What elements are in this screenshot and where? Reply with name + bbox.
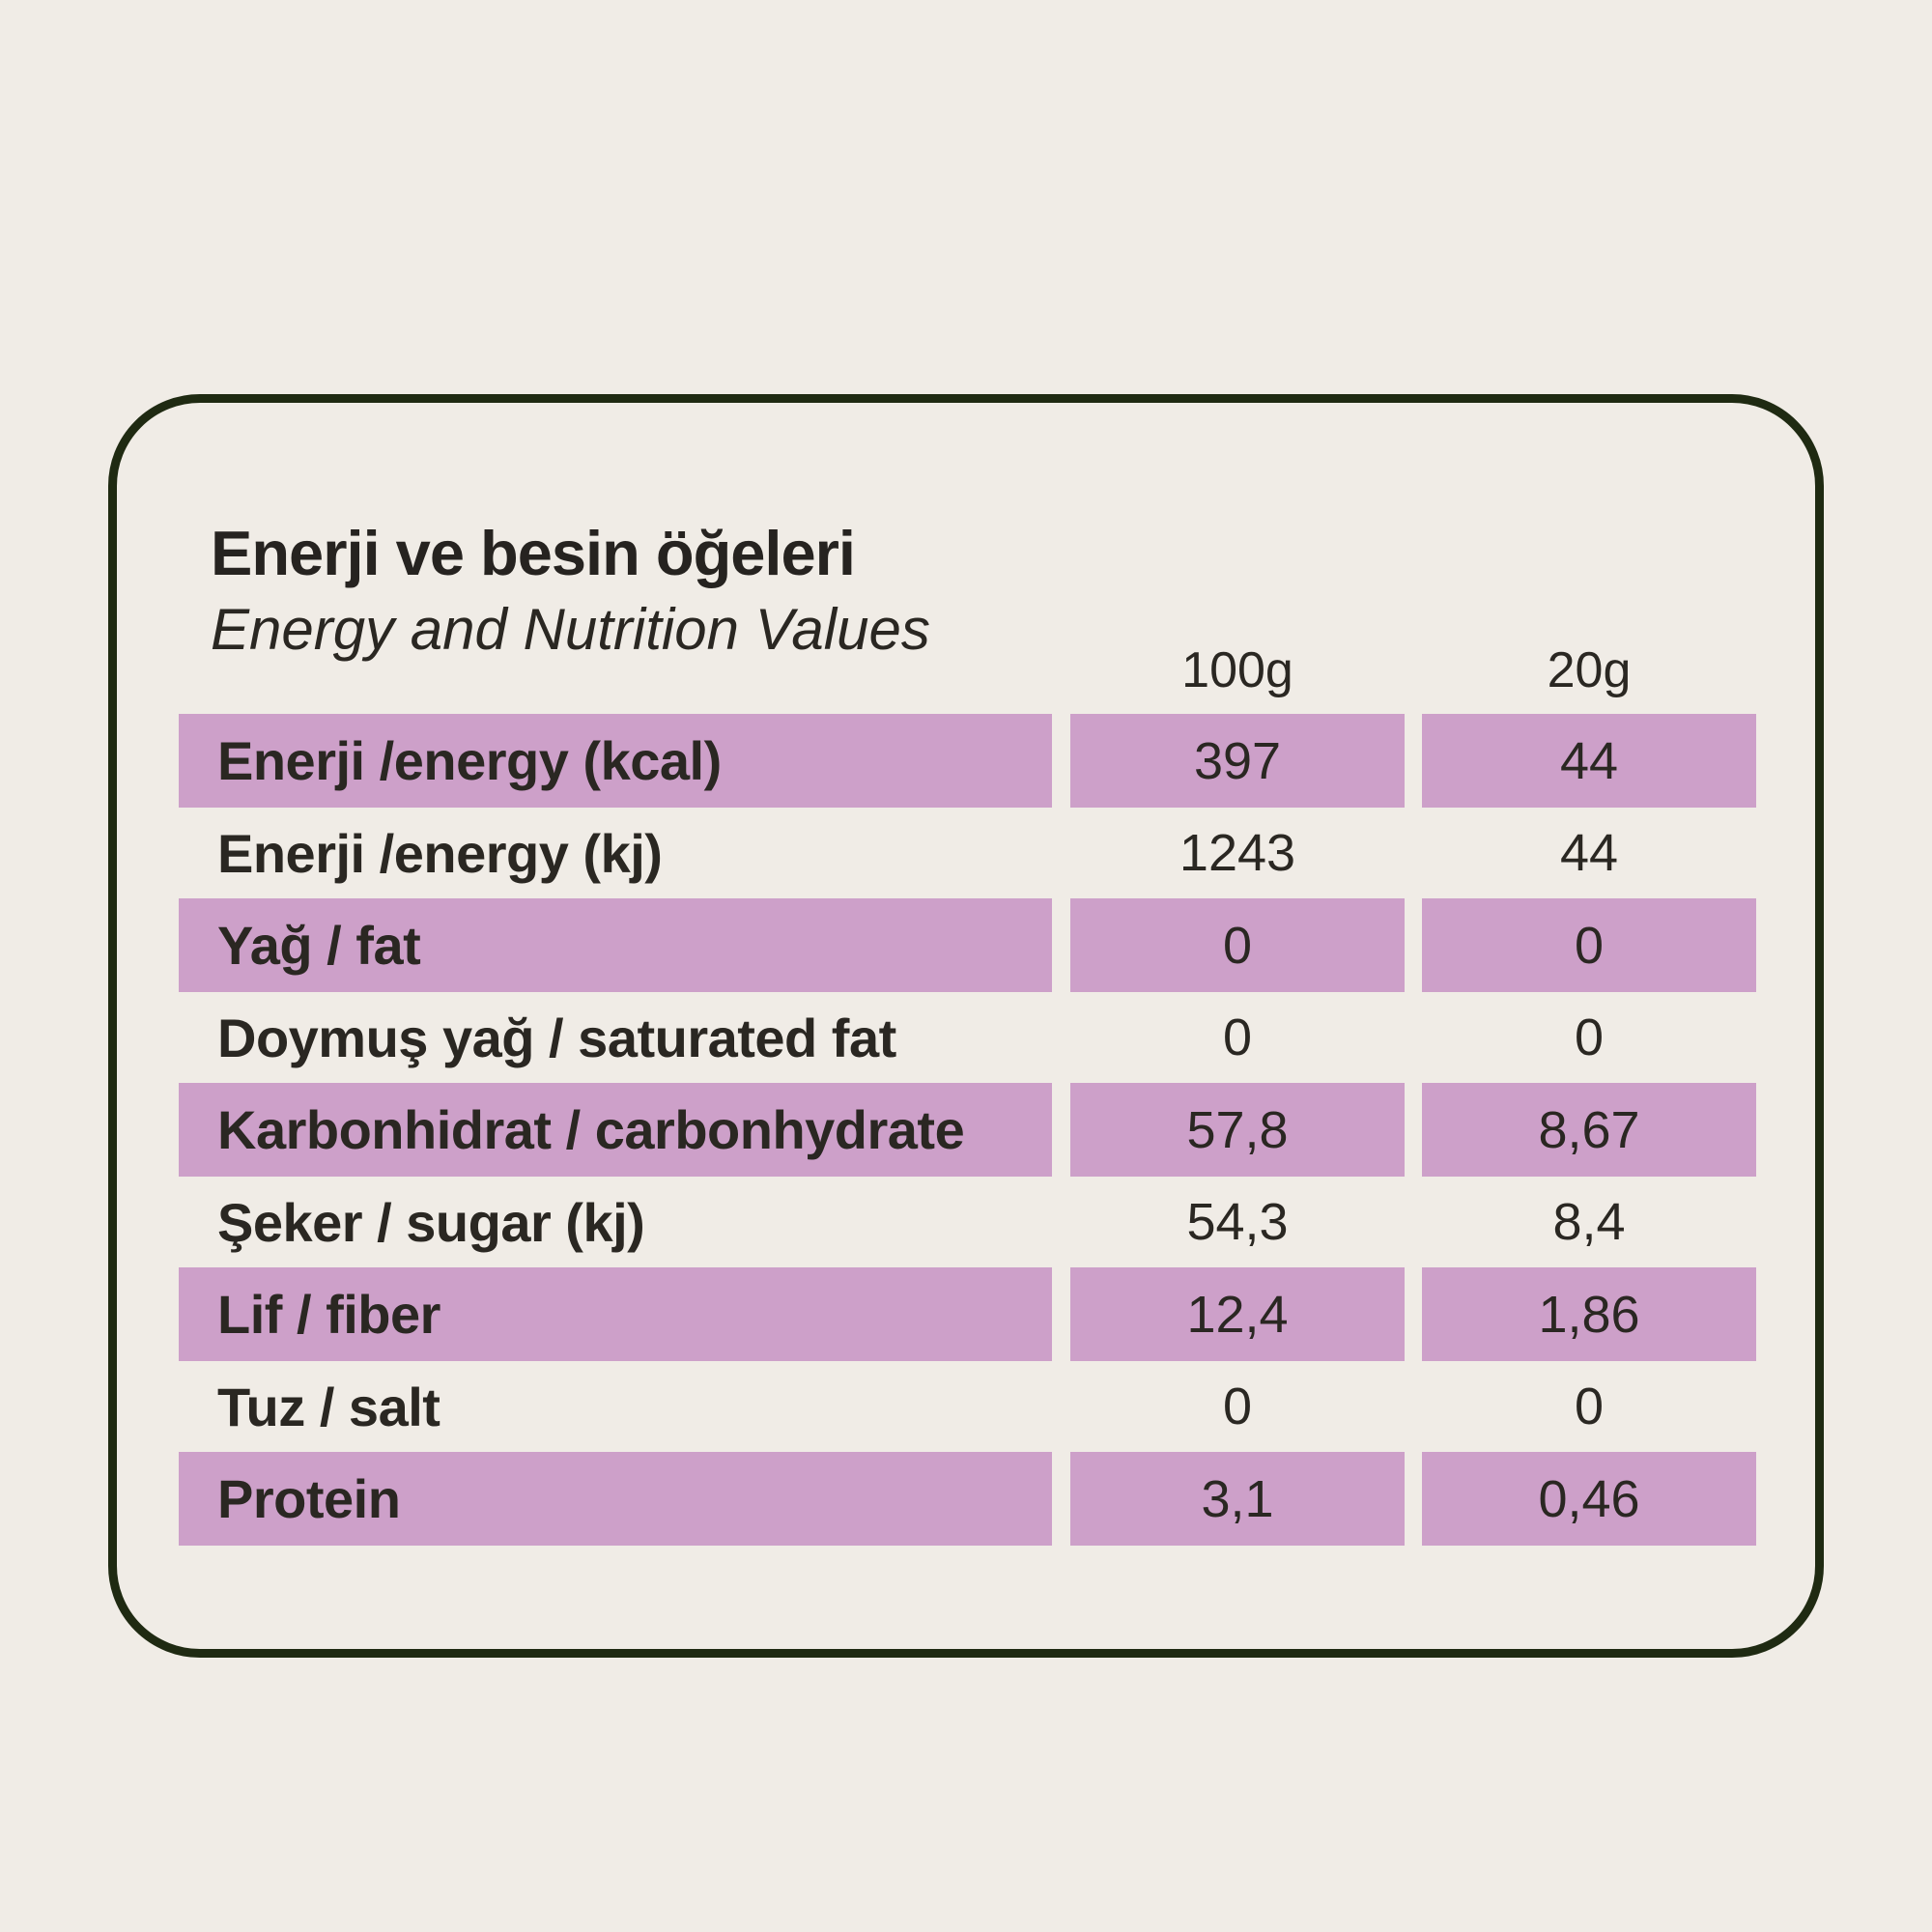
row-label: Enerji /energy (kcal) xyxy=(179,714,1052,808)
column-gap xyxy=(1052,1177,1070,1267)
value-100g: 57,8 xyxy=(1070,1083,1405,1177)
table-row xyxy=(179,992,1756,1083)
column-gap xyxy=(1405,992,1422,1083)
column-gap xyxy=(1405,1452,1422,1546)
value-20g: 8,4 xyxy=(1552,1193,1626,1251)
table-row xyxy=(179,714,1756,808)
column-gap xyxy=(1405,808,1422,898)
column-header-20g: 20g xyxy=(1547,642,1632,698)
column-gap xyxy=(1052,1267,1070,1361)
value-100g: 54,3 xyxy=(1186,1193,1289,1251)
value-20g: 0,46 xyxy=(1422,1452,1756,1546)
value-20g: 0 xyxy=(1422,898,1756,992)
column-header-100g: 100g xyxy=(1181,642,1293,698)
column-gap xyxy=(1052,1083,1070,1177)
value-100g: 397 xyxy=(1070,714,1405,808)
column-gap xyxy=(1052,714,1070,808)
row-label: Enerji /energy (kj) xyxy=(217,822,663,884)
row-label: Protein xyxy=(179,1452,1052,1546)
table-row xyxy=(179,1177,1756,1267)
value-100g: 0 xyxy=(1070,898,1405,992)
table-row xyxy=(179,808,1756,898)
value-20g: 44 xyxy=(1559,824,1619,882)
row-label: Doymuş yağ / saturated fat xyxy=(217,1007,896,1068)
value-20g: 0 xyxy=(1574,1009,1605,1066)
table-row xyxy=(179,898,1756,992)
column-gap xyxy=(1405,1361,1422,1452)
row-label: Lif / fiber xyxy=(179,1267,1052,1361)
column-gap xyxy=(1052,808,1070,898)
value-100g: 1243 xyxy=(1179,824,1296,882)
column-gap xyxy=(1052,992,1070,1083)
value-20g: 1,86 xyxy=(1422,1267,1756,1361)
value-20g: 44 xyxy=(1422,714,1756,808)
value-100g: 12,4 xyxy=(1070,1267,1405,1361)
column-gap xyxy=(1405,1177,1422,1267)
column-gap xyxy=(1052,1361,1070,1452)
value-100g: 3,1 xyxy=(1070,1452,1405,1546)
page-subtitle: Energy and Nutrition Values xyxy=(211,597,930,662)
value-100g: 0 xyxy=(1222,1378,1253,1435)
table-row xyxy=(179,1452,1756,1546)
table-row xyxy=(179,1083,1756,1177)
page-title: Enerji ve besin öğeleri xyxy=(211,518,855,588)
column-gap xyxy=(1405,1083,1422,1177)
column-gap xyxy=(1405,898,1422,992)
value-20g: 8,67 xyxy=(1422,1083,1756,1177)
column-gap xyxy=(1405,714,1422,808)
row-label: Tuz / salt xyxy=(217,1376,440,1437)
row-label: Şeker / sugar (kj) xyxy=(217,1191,645,1253)
value-100g: 0 xyxy=(1222,1009,1253,1066)
table-row xyxy=(179,1361,1756,1452)
row-label: Yağ / fat xyxy=(179,898,1052,992)
table-row xyxy=(179,1267,1756,1361)
value-20g: 0 xyxy=(1574,1378,1605,1435)
row-label: Karbonhidrat / carbonhydrate xyxy=(179,1083,1052,1177)
column-gap xyxy=(1405,1267,1422,1361)
nutrition-table xyxy=(179,714,1756,1546)
column-gap xyxy=(1052,1452,1070,1546)
column-gap xyxy=(1052,898,1070,992)
